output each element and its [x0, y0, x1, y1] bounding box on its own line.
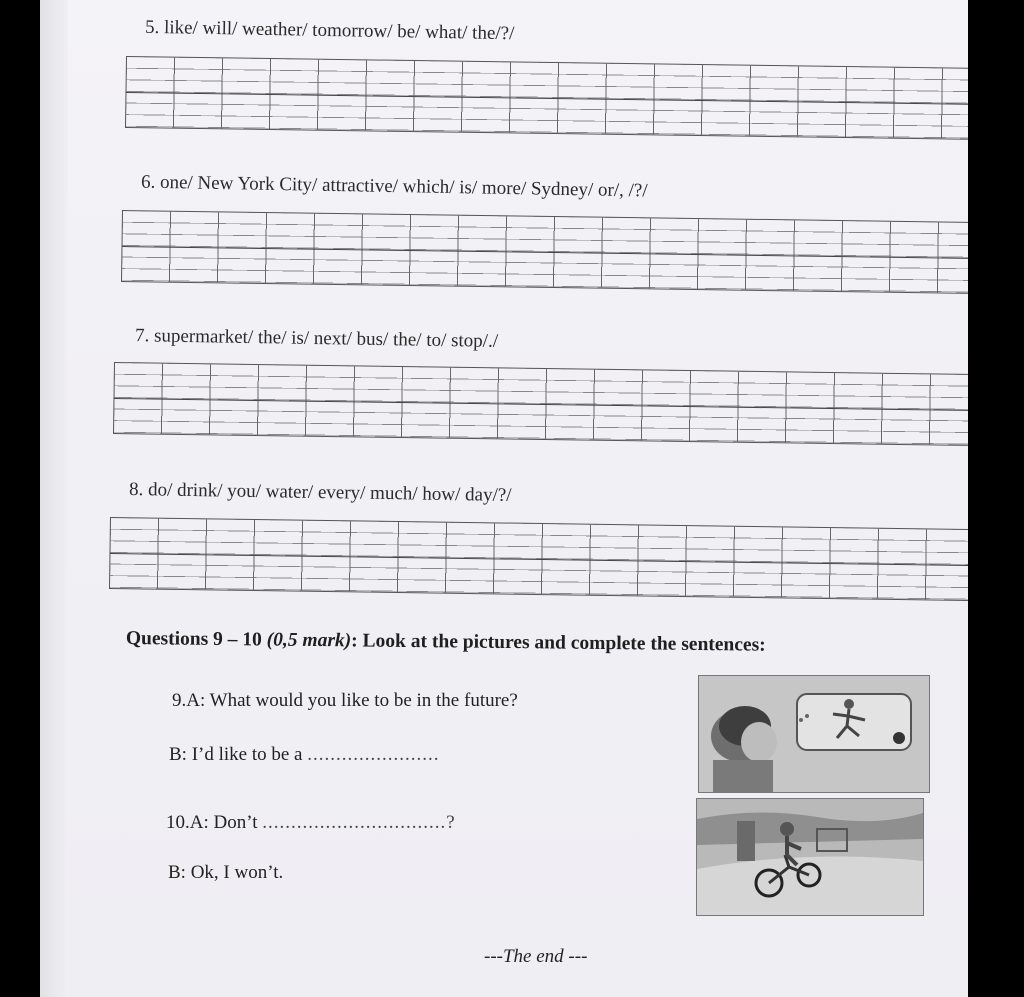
- footballer-dream-picture: [698, 675, 930, 793]
- exercise-5-writing-grid[interactable]: [125, 56, 968, 140]
- cycling-picture: [696, 798, 924, 916]
- section-heading: [126, 628, 766, 657]
- q9-answer-blank[interactable]: .......................: [307, 744, 440, 765]
- q9-answer-line: [169, 744, 440, 766]
- q9-question: 9.A: What would you like to be in the future?: [172, 690, 518, 711]
- q10-answer-blank[interactable]: ................................?: [262, 812, 456, 833]
- exercise-8-writing-grid[interactable]: [109, 517, 968, 601]
- the-end-footer: ---The end ---: [484, 946, 588, 967]
- cycling-illustration: [697, 799, 923, 915]
- exercise-6-prompt: 6. one/ New York City/ attractive/ which/ is/ more/ Sydney/ or/, /?/: [140, 171, 648, 202]
- section-instruction: : Look at the pictures and complete the sentences:: [351, 630, 766, 656]
- exercise-8-prompt: 8. do/ drink/ you/ water/ every/ much/ how/ day/?/: [128, 478, 512, 507]
- q10-reply: B: Ok, I won’t.: [168, 862, 284, 883]
- section-marks: (0,5 mark): [266, 629, 352, 652]
- section-label: Questions 9 – 10: [125, 628, 262, 651]
- worksheet-page: [40, 0, 968, 997]
- exercise-7-prompt: 7. supermarket/ the/ is/ next/ bus/ the/ to/ stop/./: [134, 325, 499, 352]
- exercise-6-writing-grid[interactable]: [121, 210, 968, 294]
- exercise-7-writing-grid[interactable]: [113, 362, 968, 446]
- q9-answer-prefix: B: I’d like to be a: [169, 744, 303, 765]
- q10-question-line: [166, 812, 456, 834]
- footballer-dream-illustration: [699, 676, 929, 792]
- q10-question-prefix: 10.A: Don’t: [166, 812, 258, 833]
- exercise-5-prompt: 5. like/ will/ weather/ tomorrow/ be/ what/ the/?/: [144, 16, 515, 45]
